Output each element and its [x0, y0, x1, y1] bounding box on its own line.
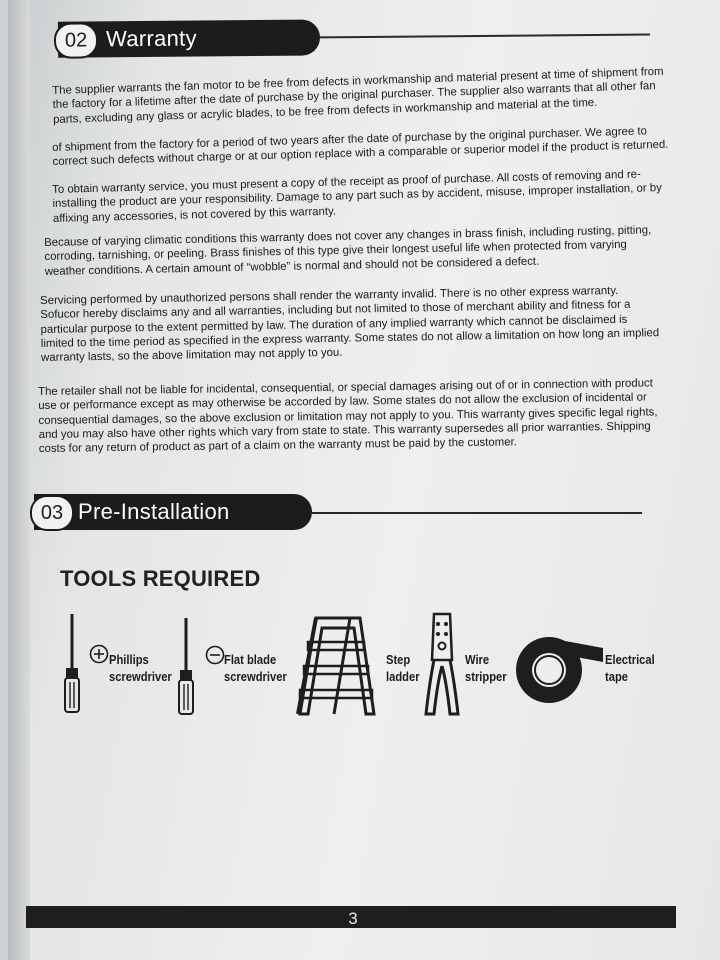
- warranty-paragraph-2: of shipment from the factory for a period of two years after the date of purchase by the original purchaser. We agree to correct such defects without charge or at our option replace with a comparable or superior model if the product is returned.: [52, 125, 669, 169]
- electrical-tape-label: Electrical tape: [605, 652, 655, 684]
- flat-blade-screwdriver-label: Flat blade screwdriver: [224, 652, 287, 684]
- step-ladder-label: Step ladder: [386, 652, 420, 684]
- page-number: 3: [348, 909, 358, 928]
- plus-symbol-icon: [89, 644, 109, 664]
- tools-required-heading: TOOLS REQUIRED: [60, 566, 261, 591]
- page-edge: [8, 0, 30, 960]
- warranty-paragraph-5: Servicing performed by unauthorized persons shall render the warranty invalid. There is no other express warranty. Sofucor hereby disclaims any and all warranties, including but not limited to those of merchant ability and fitness for a particular purpose to the extent permitted by law. The duration of any implied warranty which cannot be disclaimed is limited to the time period as specified in the express warranty. Some states do not allow a limitation on how long an implied warranty lasts, so the above limitation may not apply to you.: [40, 284, 660, 365]
- section-title: Warranty: [105, 25, 197, 52]
- phillips-screwdriver-label: Phillips screwdriver: [109, 652, 172, 684]
- manual-page: [8, 0, 720, 960]
- section-number: 03: [30, 495, 74, 531]
- warranty-paragraph-1: The supplier warrants the fan motor to be free from defects in workmanship and material present at time of shipment from the factory for a lifetime after the date of purchase by the original purchaser. The supplier also warrants that all other fan parts, excluding any glass or acrylic blades, to be free from defects in workmanship and material at the time.: [52, 65, 664, 126]
- pre-installation-section-header: [34, 494, 644, 530]
- header-rule: [320, 34, 650, 39]
- wire-stripper-icon: [422, 610, 462, 718]
- flat-blade-screwdriver-icon: [174, 616, 198, 718]
- minus-symbol-icon: [205, 645, 225, 665]
- electrical-tape-icon: [511, 632, 607, 708]
- wire-stripper-label: Wire stripper: [465, 652, 507, 684]
- phillips-screwdriver-icon: [60, 612, 84, 716]
- warranty-paragraph-4: Because of varying climatic conditions this warranty does not cover any changes in brass finish, including rusting, pitting, corroding, tarnishing, or peeling. Brass finishes of this type give their longest useful life when protected from varying weather conditions. A certain amount of “wobble” is normal and should not be considered a defect.: [44, 224, 652, 278]
- warranty-section-header: [58, 16, 678, 57]
- step-ladder-icon: [294, 614, 378, 718]
- header-rule: [312, 512, 642, 514]
- warranty-paragraph-3: To obtain warranty service, you must present a copy of the receipt as proof of purchase. All costs of removing and re-installing the product are your responsibility. Damage to any part such as by accident, misuse, improper installation, or by affixing any accessories, is not covered by this warranty.: [52, 168, 663, 225]
- warranty-paragraph-6: The retailer shall not be liable for incidental, consequential, or special damages arising out of or in connection with product use or performance except as may otherwise be accorded by law. Some states do not allow the exclusion of incidental or consequential damages, so the above exclusion or limitation may not apply to you. This warranty gives specific legal rights, and you may also have other rights which vary from state to state. This warranty supersedes all prior warranties. Shipping costs for any return of product as part of a claim on the warranty must be paid by the customer.: [38, 377, 658, 456]
- section-title: Pre-Installation: [78, 499, 230, 524]
- section-number: 02: [54, 22, 98, 58]
